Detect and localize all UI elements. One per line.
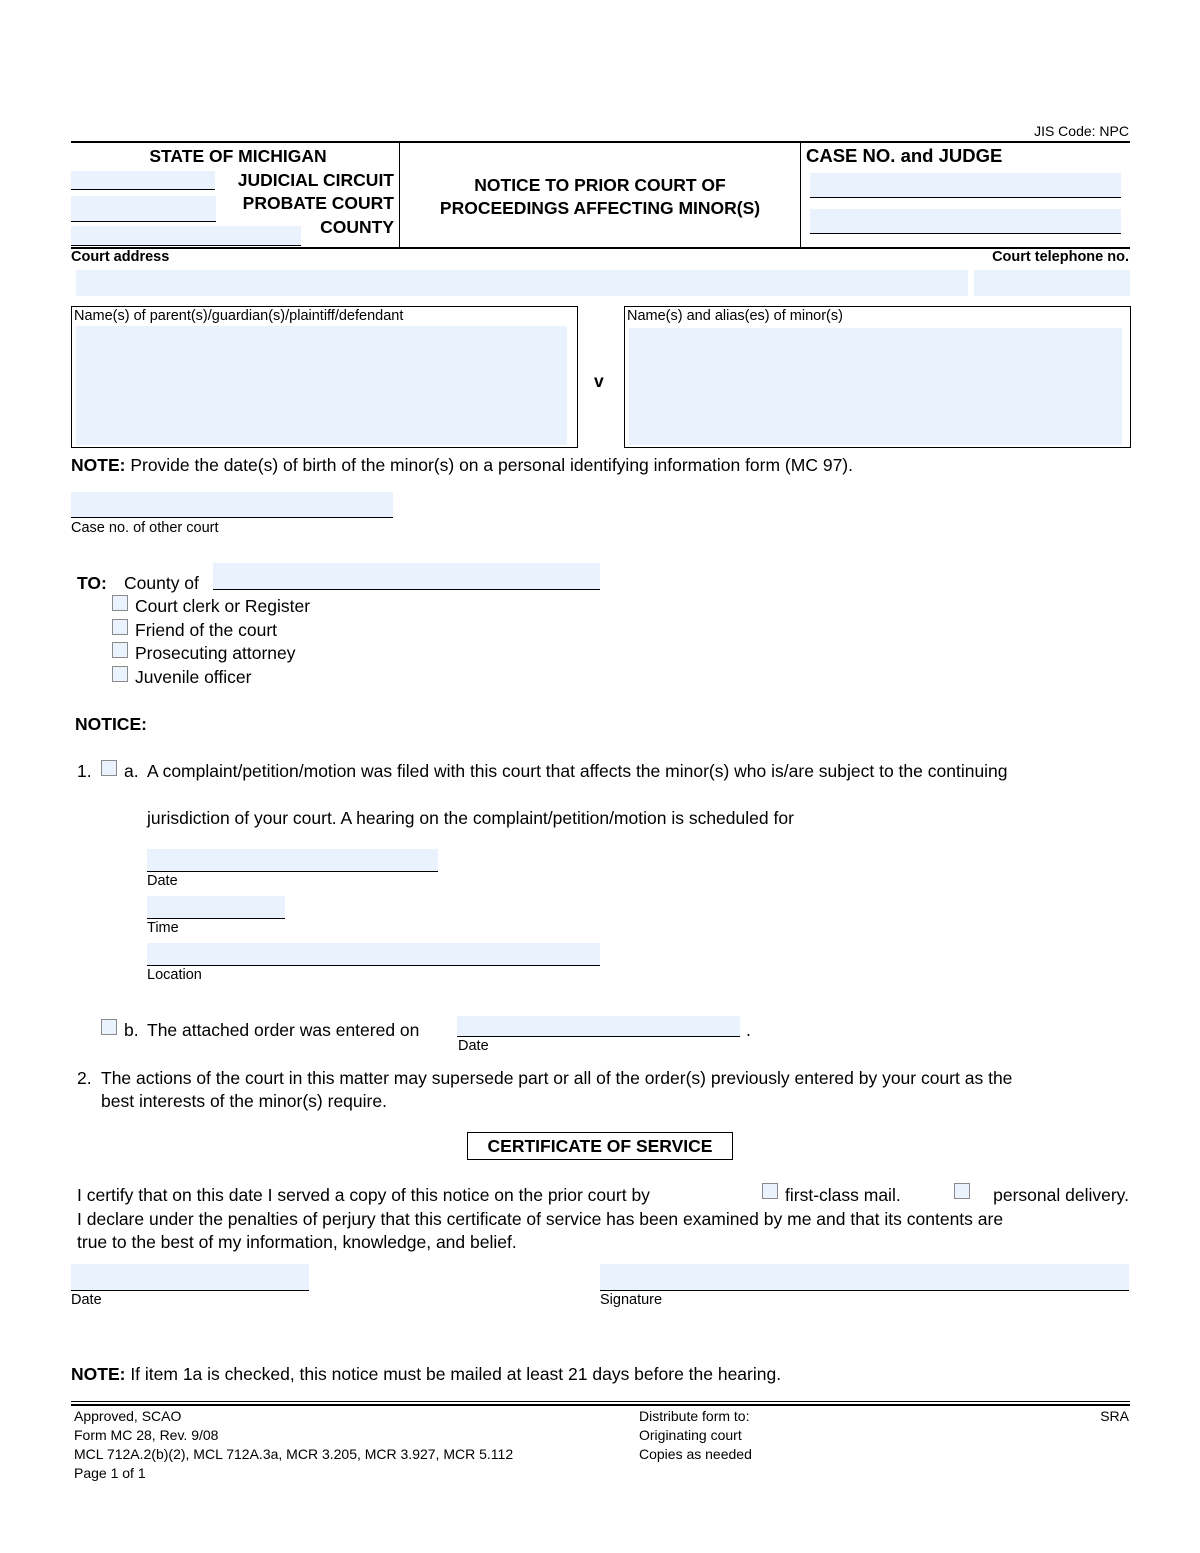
court-telephone-label: Court telephone no. <box>992 249 1129 265</box>
county-of-label: County of <box>124 573 199 593</box>
item1b-checkbox[interactable] <box>101 1019 117 1035</box>
item2-text-line2: best interests of the minor(s) require. <box>101 1091 387 1111</box>
juvenile-officer-label: Juvenile officer <box>135 667 252 687</box>
note-mailing-bold: NOTE: <box>71 1364 126 1384</box>
item2-text-line1: The actions of the court in this matter may supersede part or all of the order(s) previously entered by your court as the <box>101 1068 1013 1088</box>
judicial-circuit-field[interactable] <box>71 171 215 190</box>
hearing-time-field[interactable] <box>147 896 285 919</box>
certificate-date-label: Date <box>71 1292 102 1308</box>
hearing-date-label: Date <box>147 873 178 889</box>
personal-delivery-label: personal delivery. <box>993 1185 1129 1205</box>
state-of-michigan: STATE OF MICHIGAN <box>149 146 327 166</box>
judicial-circuit-label: JUDICIAL CIRCUIT <box>237 170 394 190</box>
judge-field[interactable] <box>810 209 1121 234</box>
other-court-case-field[interactable] <box>71 492 393 518</box>
signature-label: Signature <box>600 1292 663 1308</box>
item1a-checkbox[interactable] <box>101 760 117 776</box>
certificate-heading: CERTIFICATE OF SERVICE <box>467 1132 733 1160</box>
header-top-rule <box>71 141 1130 143</box>
footer-approved: Approved, SCAO <box>74 1408 182 1424</box>
footer-form-number: Form MC 28, Rev. 9/08 <box>74 1427 219 1443</box>
minors-names-field[interactable] <box>629 328 1122 445</box>
note-mailing-text: If item 1a is checked, this notice must be mailed at least 21 days before the hearing. <box>125 1364 782 1384</box>
first-class-mail-checkbox[interactable] <box>762 1183 778 1199</box>
parents-names-field[interactable] <box>76 326 567 445</box>
probate-court-field[interactable] <box>71 196 216 222</box>
order-date-field[interactable] <box>457 1016 740 1037</box>
hearing-location-field[interactable] <box>147 943 600 966</box>
versus-label: v <box>594 371 604 391</box>
first-class-mail-label: first-class mail. <box>785 1185 901 1205</box>
hearing-date-field[interactable] <box>147 849 438 872</box>
court-clerk-checkbox[interactable] <box>112 595 128 611</box>
case-no-judge-label: CASE NO. and JUDGE <box>806 145 1003 166</box>
court-telephone-field[interactable] <box>974 270 1130 296</box>
note-mailing <box>71 1364 781 1384</box>
item2-number: 2. <box>77 1068 92 1088</box>
note-dob <box>71 455 853 475</box>
note-dob-bold: NOTE: <box>71 455 126 475</box>
item1-number: 1. <box>77 761 92 781</box>
prosecuting-attorney-label: Prosecuting attorney <box>135 643 296 663</box>
item1b-period: . <box>746 1020 751 1040</box>
footer-distribute: Distribute form to: <box>639 1408 750 1424</box>
probate-court-label: PROBATE COURT <box>242 193 394 213</box>
footer-page: Page 1 of 1 <box>74 1465 146 1481</box>
to-label: TO: <box>77 573 107 593</box>
notice-heading: NOTICE: <box>75 714 147 734</box>
personal-delivery-checkbox[interactable] <box>954 1183 970 1199</box>
friend-of-court-label: Friend of the court <box>135 620 278 640</box>
court-address-label: Court address <box>71 249 170 265</box>
case-number-field[interactable] <box>810 173 1121 198</box>
court-clerk-label: Court clerk or Register <box>135 596 311 616</box>
court-address-field[interactable] <box>76 270 968 296</box>
item1a-text-line2: jurisdiction of your court. A hearing on the complaint/petition/motion is scheduled for <box>147 808 794 828</box>
item1a-letter: a. <box>124 761 139 781</box>
county-label: COUNTY <box>320 217 394 237</box>
form-title-line1: NOTICE TO PRIOR COURT OF <box>474 175 726 195</box>
certificate-date-field[interactable] <box>71 1264 309 1291</box>
friend-of-court-checkbox[interactable] <box>112 619 128 635</box>
footer-rule-bottom <box>71 1404 1130 1406</box>
header-bottom-rule <box>71 247 1130 249</box>
footer-mcl: MCL 712A.2(b)(2), MCL 712A.3a, MCR 3.205, MCR 3.927, MCR 5.112 <box>74 1446 514 1462</box>
form-title-line2: PROCEEDINGS AFFECTING MINOR(S) <box>439 198 761 218</box>
hearing-time-label: Time <box>147 920 179 936</box>
jis-code: JIS Code: NPC <box>1034 123 1129 139</box>
juvenile-officer-checkbox[interactable] <box>112 666 128 682</box>
other-court-case-label: Case no. of other court <box>71 520 219 536</box>
item1b-letter: b. <box>124 1020 139 1040</box>
certificate-text-line3: true to the best of my information, knowledge, and belief. <box>77 1232 517 1252</box>
footer-rule-top <box>71 1401 1130 1402</box>
note-dob-text: Provide the date(s) of birth of the minor(s) on a personal identifying information form (MC 97). <box>125 455 853 475</box>
order-date-label: Date <box>458 1038 489 1054</box>
footer-copies: Copies as needed <box>639 1446 752 1462</box>
item1a-text-line1: A complaint/petition/motion was filed with this court that affects the minor(s) who is/are subject to the continuing <box>147 761 1008 781</box>
signature-field[interactable] <box>600 1264 1129 1291</box>
parents-label: Name(s) of parent(s)/guardian(s)/plaintiff/defendant <box>74 308 404 324</box>
footer-originating: Originating court <box>639 1427 742 1443</box>
certificate-text-line2: I declare under the penalties of perjury that this certificate of service has been examined by me and that its contents are <box>77 1209 1004 1229</box>
certificate-text-line1: I certify that on this date I served a copy of this notice on the prior court by <box>77 1185 650 1205</box>
prosecuting-attorney-checkbox[interactable] <box>112 642 128 658</box>
hearing-location-label: Location <box>147 967 202 983</box>
item1b-text: The attached order was entered on <box>147 1020 420 1040</box>
to-county-field[interactable] <box>213 563 600 590</box>
county-field[interactable] <box>71 226 301 246</box>
header-divider-right <box>800 143 801 247</box>
minors-label: Name(s) and alias(es) of minor(s) <box>627 308 843 324</box>
footer-sra: SRA <box>1100 1408 1129 1424</box>
